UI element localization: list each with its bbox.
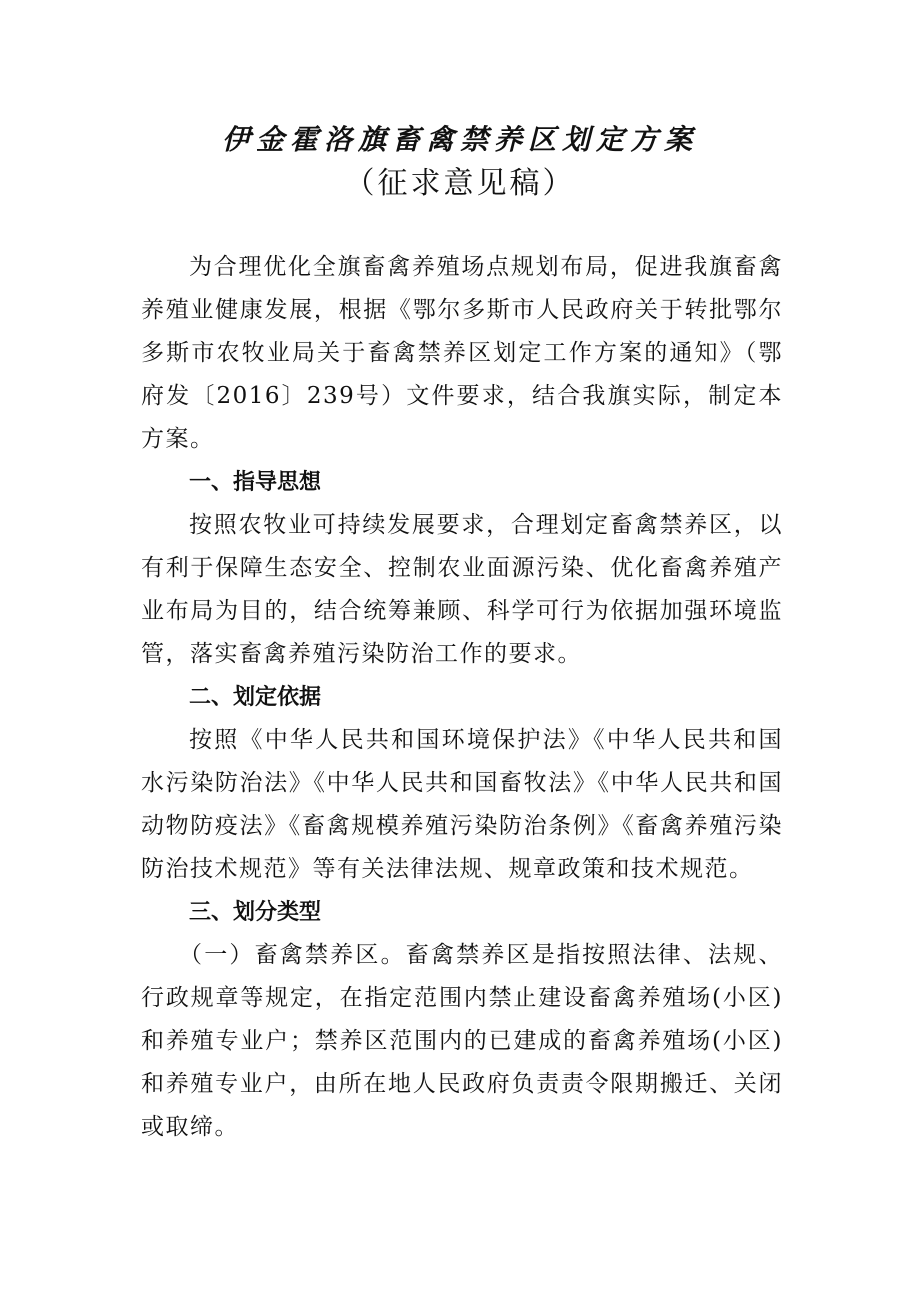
section-heading-guiding-ideology: 一、指导思想 (189, 470, 322, 495)
section-heading-basis: 二、划定依据 (189, 685, 322, 710)
intro-paragraph: 为合理优化全旗畜禽养殖场点规划布局，促进我旗畜禽养殖业健康发展，根据《鄂尔多斯市人民政府关于转批鄂尔多斯市农牧业局关于畜禽禁养区划定工作方案的通知》（鄂府发〔2016〕239号）文件要求，结合我旗实际，制定本方案。 (141, 254, 783, 452)
document-body (141, 246, 783, 1149)
section-heading-classification: 三、划分类型 (189, 900, 322, 925)
document-title: 伊金霍洛旗畜禽禁养区划定方案 (221, 123, 698, 156)
section-paragraph-basis: 按照《中华人民共和国环境保护法》《中华人民共和国水污染防治法》《中华人民共和国畜牧法》《中华人民共和国动物防疫法》《畜禽规模养殖污染防治条例》《畜禽养殖污染防治技术规范》等有关法律法规、规章政策和技术规范。 (141, 727, 783, 882)
section-paragraph-classification: （一）畜禽禁养区。畜禽禁养区是指按照法律、法规、行政规章等规定，在指定范围内禁止建设畜禽养殖场(小区)和养殖专业户；禁养区范围内的已建成的畜禽养殖场(小区)和养殖专业户，由所在地人民政府负责责令限期搬迁、关闭或取缔。 (141, 942, 783, 1140)
section-paragraph-guiding-ideology: 按照农牧业可持续发展要求，合理划定畜禽禁养区，以有利于保障生态安全、控制农业面源污染、优化畜禽养殖产业布局为目的，结合统筹兼顾、科学可行为依据加强环境监管，落实畜禽养殖污染防治工作的要求。 (141, 512, 783, 667)
document-subtitle: （征求意见稿） (344, 166, 576, 201)
